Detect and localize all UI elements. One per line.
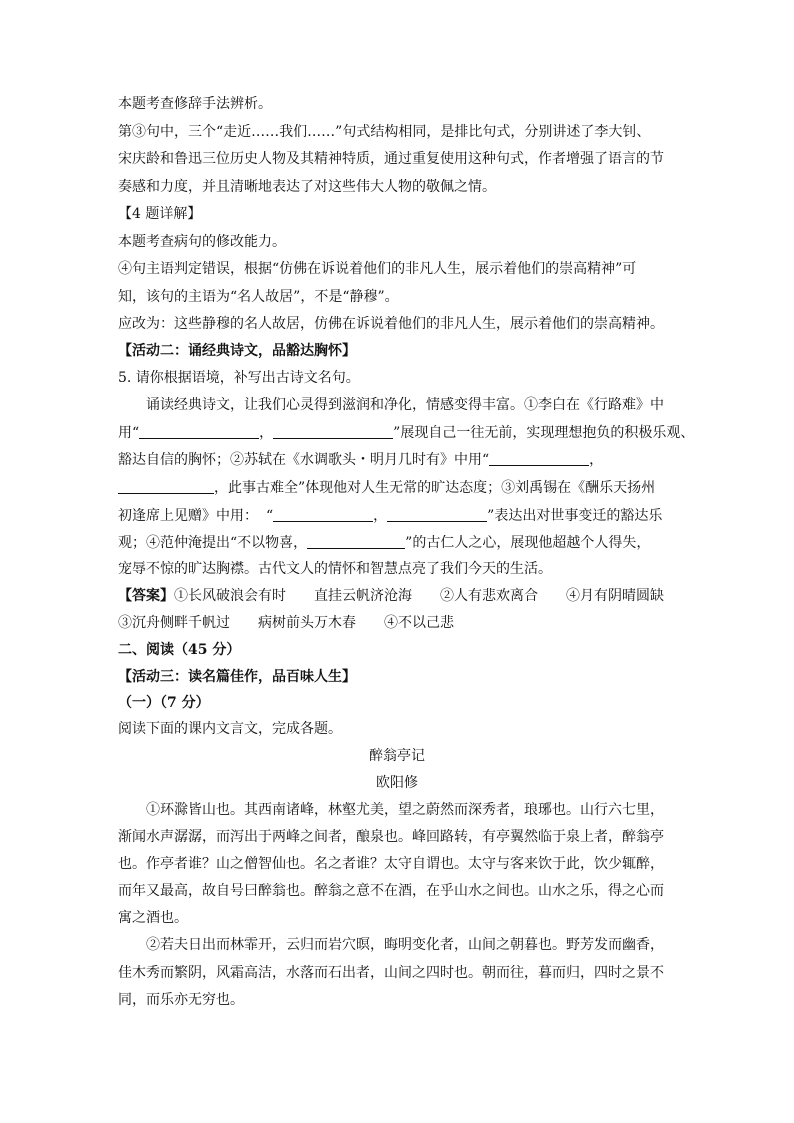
subsection-heading: （一）（7 分）: [118, 695, 210, 711]
blank-4: [118, 480, 214, 494]
poem-title: 醉翁亭记: [369, 748, 425, 764]
reading-instruction: 阅读下面的课内文言文，完成各题。: [118, 721, 342, 737]
blank-6: [387, 508, 487, 522]
question-5-prompt: 5. 请你根据语境，补写出古诗文名句。: [118, 370, 360, 386]
answer-label: 【答案】: [118, 588, 174, 604]
section-2-heading: 二、阅读（45 分）: [118, 642, 241, 658]
blank-2: [273, 425, 393, 439]
fill-blank-line: 豁达自信的胸怀；②苏轼在《水调歌头・明月几时有》中用“ ，: [118, 452, 604, 468]
blank-3: [489, 452, 589, 466]
analysis-line: 本题考查病句的修改能力。: [118, 234, 286, 250]
analysis-line: 第③句中，三个“走近……我们……”句式结构相同，是排比句式，分别讲述了李大钊、: [118, 124, 651, 140]
activity-2-heading: 【活动二：诵经典诗文，品豁达胸怀】: [118, 343, 356, 359]
text-paragraph-2: ②若夫日出而林霏开，云归而岩穴暝，晦明变化者，山间之朝暮也。野芳发而幽香，: [146, 937, 664, 953]
passage-line: 诵读经典诗文，让我们心灵得到滋润和净化，情感变得丰富。①李白在《行路难》中: [146, 397, 664, 413]
text-paragraph-2: 同，而乐亦无穷也。: [118, 992, 244, 1008]
analysis-line: ④句主语判定错误，根据“仿佛在诉说着他们的非凡人生，展示着他们的崇高精神”可: [118, 261, 637, 277]
blank-7: [307, 535, 405, 549]
blank-5: [273, 508, 373, 522]
text-paragraph-1: ①环滁皆山也。其西南诸峰，林壑尤美，望之蔚然而深秀者，琅琊也。山行六七里，: [146, 802, 664, 818]
answer-line-2: ③沉舟侧畔千帆过 病树前头万木春 ④不以己悲: [118, 615, 454, 631]
fill-blank-line: 用“ ， ”展现自己一往无前，实现理想抱负的积极乐观、: [118, 425, 695, 441]
activity-3-heading: 【活动三：读名篇佳作，品百味人生】: [118, 669, 356, 685]
passage-line: 宠辱不惊的旷达胸襟。古代文人的情怀和智慧点亮了我们今天的生活。: [118, 561, 552, 577]
answer-line-1: 【答案】①长风破浪会有时 直挂云帆济沧海 ②人有悲欢离合 ④月有阴晴圆缺: [118, 588, 664, 604]
fill-blank-line: ，此事古难全”体现他对人生无常的旷达态度；③刘禹锡在《酬乐天扬州: [118, 480, 655, 495]
correction-line: 应改为：这些静穆的名人故居，仿佛在诉说着他们的非凡人生，展示着他们的崇高精神。: [118, 316, 664, 332]
text-paragraph-2: 佳木秀而繁阴，风霜高洁，水落而石出者，山间之四时也。朝而往，暮而归，四时之景不: [118, 965, 664, 981]
text-paragraph-1: 渐闻水声潺潺，而泻出于两峰之间者，酿泉也。峰回路转，有亭翼然临于泉上者，醉翁亭: [118, 829, 664, 845]
fill-blank-line: 初逢席上见赠》中用： “ ， ”表达出对世事变迁的豁达乐: [118, 508, 663, 524]
analysis-line: 宋庆龄和鲁迅三位历史人物及其精神特质，通过重复使用这种句式，作者增强了语言的节: [118, 151, 664, 167]
analysis-line: 本题考查修辞手法辨析。: [118, 96, 272, 112]
blank-1: [139, 425, 259, 439]
fill-blank-line: 观；④范仲淹提出“不以物喜， ”的古仁人之心，展现他超越个人得失，: [118, 535, 651, 551]
text-paragraph-1: 而年又最高，故自号曰醉翁也。醉翁之意不在酒，在乎山水之间也。山水之乐，得之心而: [118, 883, 664, 899]
text-paragraph-1: 也。作亭者谁？山之僧智仙也。名之者谁？太守自谓也。太守与客来饮于此，饮少辄醉，: [118, 856, 664, 872]
analysis-line: 知，该句的主语为“名人故居”，不是“静穆”。: [118, 289, 399, 305]
question-4-heading: 【4 题详解】: [118, 206, 202, 222]
analysis-line: 奏感和力度，并且清晰地表达了对这些伟大人物的敬佩之情。: [118, 179, 496, 195]
text-paragraph-1: 寓之酒也。: [118, 910, 188, 926]
poem-author: 欧阳修: [376, 775, 418, 791]
